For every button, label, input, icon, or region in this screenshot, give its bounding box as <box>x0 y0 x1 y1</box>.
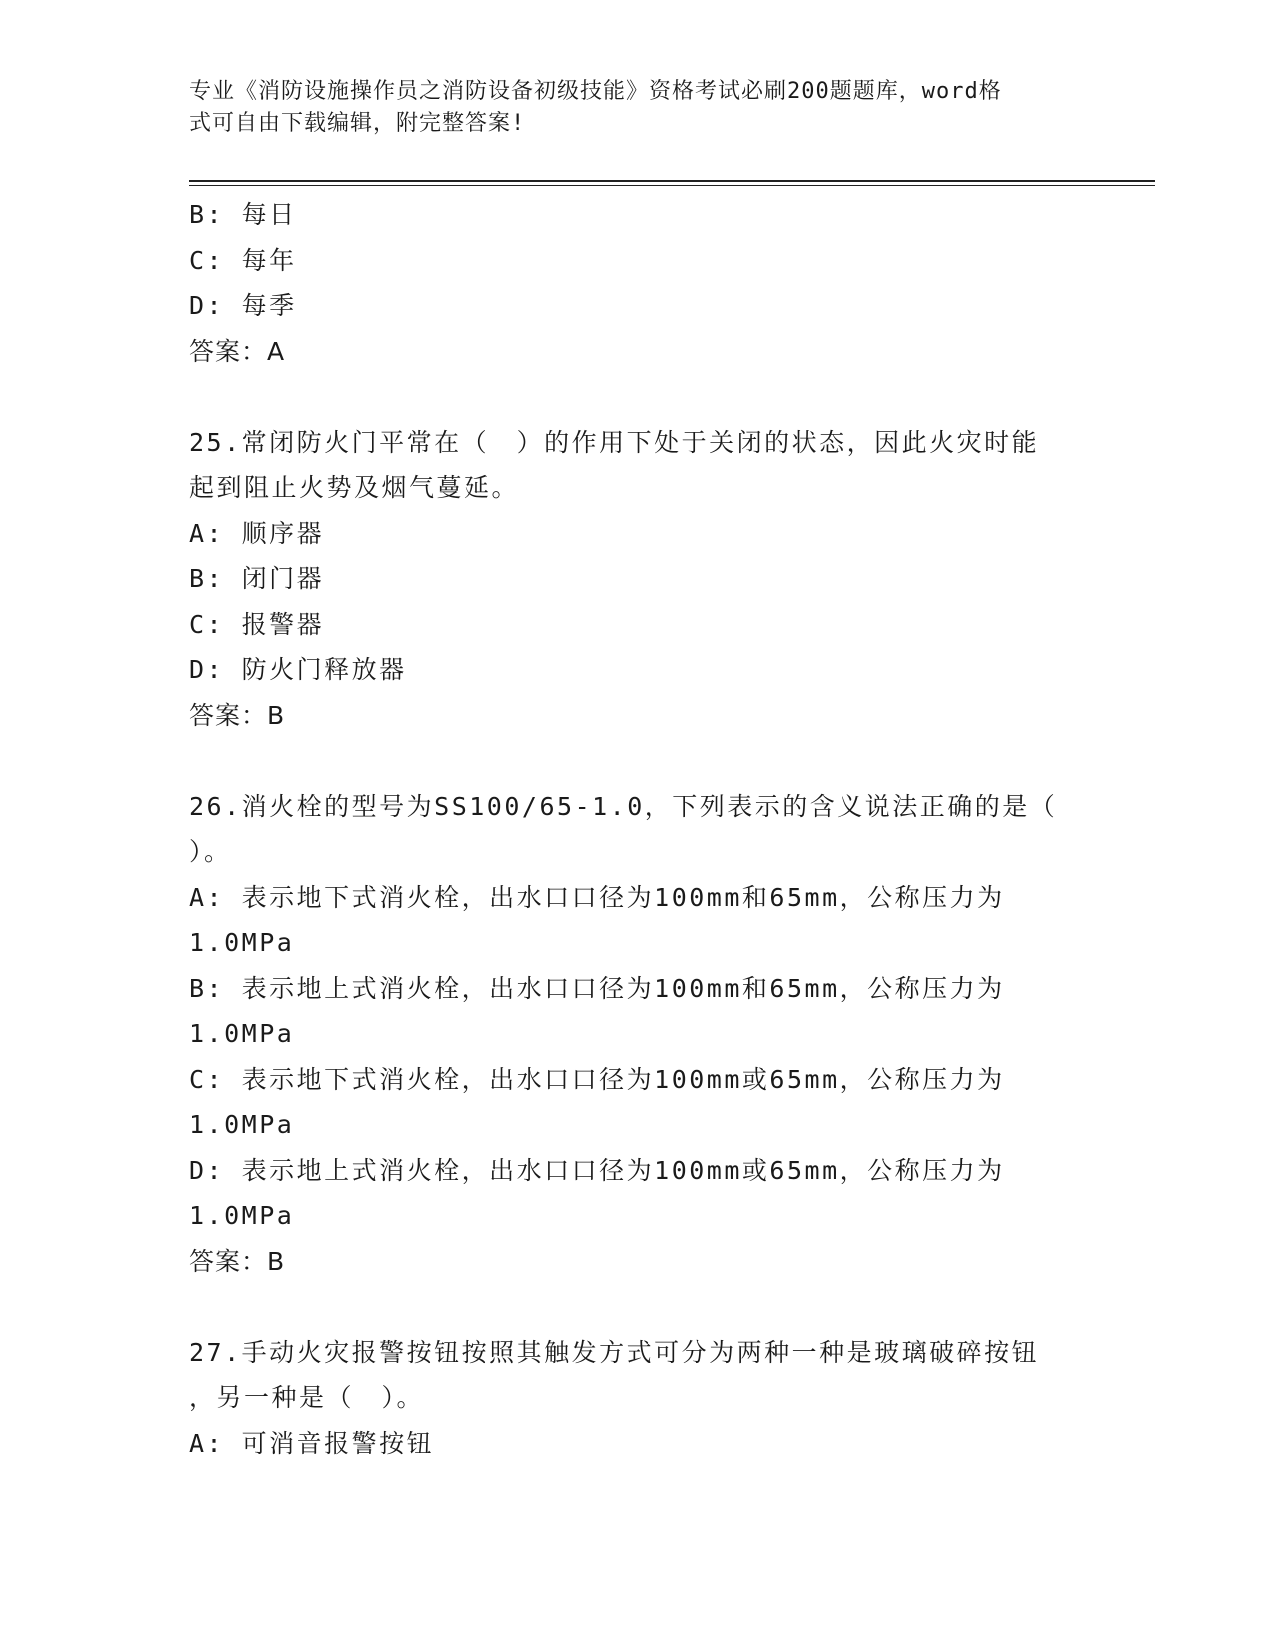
option-b: B: 表示地上式消火栓，出水口口径为100mm和65mm，公称压力为 <box>189 973 1005 1003</box>
answer-line: 答案：B <box>189 700 286 730</box>
question-stem: 25.常闭防火门平常在（ ）的作用下处于关闭的状态，因此火灾时能 <box>189 427 1040 457</box>
document-header <box>189 76 1069 140</box>
option-a-continued: 1.0MPa <box>189 928 295 957</box>
question-stem: 26.消火栓的型号为SS100/65-1.0，下列表示的含义说法正确的是（ <box>189 791 1058 821</box>
question-26-block <box>189 784 1089 1285</box>
question-stem: 27.手动火灾报警按钮按照其触发方式可分为两种一种是玻璃破碎按钮 <box>189 1337 1040 1367</box>
spacer <box>189 738 1089 784</box>
option-a: A: 顺序器 <box>189 518 325 548</box>
spacer <box>189 374 1089 420</box>
answer-line: 答案：A <box>189 336 286 366</box>
answer-line: 答案：B <box>189 1246 286 1276</box>
option-b: B: 每日 <box>189 200 297 229</box>
prev-question-block <box>189 192 1089 374</box>
question-stem-continued: 起到阻止火势及烟气蔓延。 <box>189 473 520 502</box>
option-d-continued: 1.0MPa <box>189 1201 295 1230</box>
option-d: D: 防火门释放器 <box>189 655 407 684</box>
option-d: D: 每季 <box>189 291 297 320</box>
question-stem-continued: ）。 <box>189 837 232 866</box>
question-content <box>189 192 1089 1466</box>
option-c: C: 表示地下式消火栓，出水口口径为100mm或65mm，公称压力为 <box>189 1064 1005 1094</box>
header-line-2: 式可自由下载编辑，附完整答案! <box>189 111 526 136</box>
option-b-continued: 1.0MPa <box>189 1019 295 1048</box>
question-25-block <box>189 420 1089 739</box>
option-a: A: 可消音报警按钮 <box>189 1428 435 1458</box>
header-rule-thick <box>189 180 1155 182</box>
option-c: C: 报警器 <box>189 609 325 639</box>
option-a: A: 表示地下式消火栓，出水口口径为100mm和65mm，公称压力为 <box>189 882 1005 912</box>
question-stem-continued: ，另一种是（ ）。 <box>189 1383 425 1412</box>
option-c: C: 每年 <box>189 245 297 275</box>
question-27-block <box>189 1330 1089 1467</box>
option-c-continued: 1.0MPa <box>189 1110 295 1139</box>
option-d: D: 表示地上式消火栓，出水口口径为100mm或65mm，公称压力为 <box>189 1155 1005 1185</box>
header-rule-thin <box>189 185 1155 186</box>
header-line-1: 专业《消防设施操作员之消防设备初级技能》资格考试必刷200题题库，word格 <box>189 79 1002 104</box>
option-b: B: 闭门器 <box>189 564 325 593</box>
spacer <box>189 1284 1089 1330</box>
